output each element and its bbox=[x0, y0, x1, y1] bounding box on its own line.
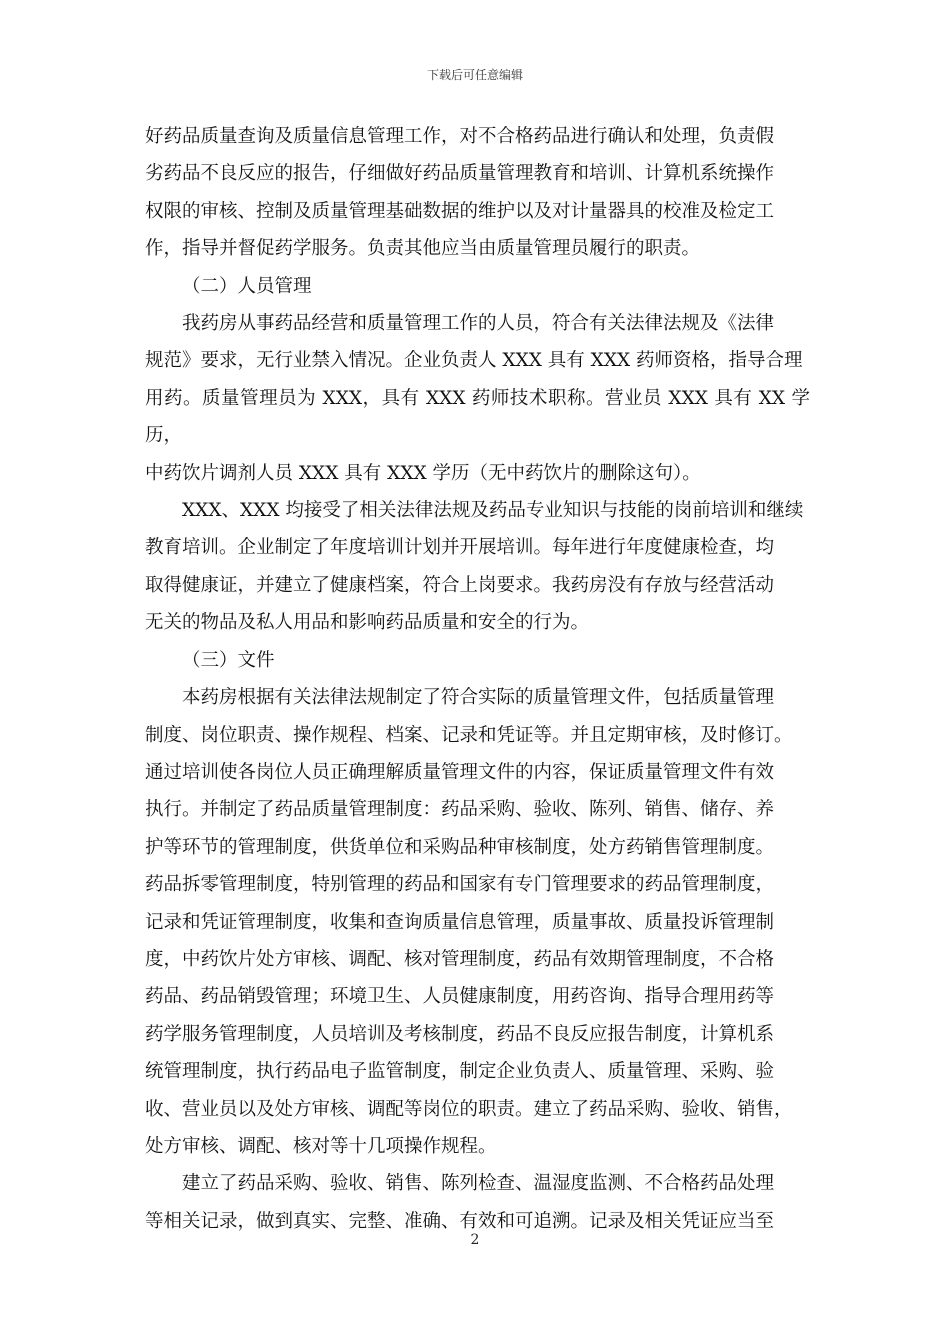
paragraph bbox=[145, 268, 810, 305]
text-line: 药品、药品销毁管理；环境卫生、人员健康制度，用药咨询、指导合理用药等 bbox=[145, 986, 775, 1008]
text-line: （三）文件 bbox=[182, 649, 275, 671]
paragraph bbox=[145, 118, 810, 268]
page-header: 下载后可任意编辑 bbox=[426, 68, 523, 82]
text-line: 护等环节的管理制度，供货单位和采购品种审核制度，处方药销售管理制度。 bbox=[145, 836, 775, 858]
text-line: 规范》要求，无行业禁入情况。企业负责人 XXX 具有 XXX 药师资格，指导合理 bbox=[145, 350, 803, 372]
text-line: 我药房从事药品经营和质量管理工作的人员，符合有关法律法规及《法律 bbox=[182, 313, 775, 335]
paragraph bbox=[145, 305, 810, 492]
text-line: 等相关记录，做到真实、完整、准确、有效和可追溯。记录及相关凭证应当至 bbox=[145, 1210, 775, 1232]
text-line: 好药品质量查询及质量信息管理工作，对不合格药品进行确认和处理，负责假 bbox=[145, 126, 775, 147]
text-line: 劣药品不良反应的报告，仔细做好药品质量管理教育和培训、计算机系统操作 bbox=[145, 163, 775, 185]
text-line: 执行。并制定了药品质量管理制度：药品采购、验收、陈列、销售、储存、养 bbox=[145, 799, 775, 821]
text-line: （二）人员管理 bbox=[182, 275, 312, 297]
paragraph bbox=[145, 1165, 810, 1240]
page-number: 2 bbox=[470, 1232, 480, 1248]
text-line: 度，中药饮片处方审核、调配、核对管理制度，药品有效期管理制度，不合格 bbox=[145, 948, 775, 970]
text-line: 权限的审核、控制及质量管理基础数据的维护以及对计量器具的校准及检定工 bbox=[145, 200, 775, 222]
text-line: 教育培训。企业制定了年度培训计划并开展培训。每年进行年度健康检查，均 bbox=[145, 537, 775, 559]
text-line: XXX、XXX 均接受了相关法律法规及药品专业知识与技能的岗前培训和继续 bbox=[182, 500, 804, 522]
text-line: 药学服务管理制度，人员培训及考核制度，药品不良反应报告制度，计算机系 bbox=[145, 1023, 775, 1045]
text-line: 中药饮片调剂人员 XXX 具有 XXX 学历（无中药饮片的删除这句）。 bbox=[145, 462, 701, 484]
text-line: 制度、岗位职责、操作规程、档案、记录和凭证等。并且定期审核，及时修订。 bbox=[145, 724, 793, 746]
text-line: 收、营业员以及处方审核、调配等岗位的职责。建立了药品采购、验收、销售， bbox=[145, 1098, 793, 1120]
paragraph bbox=[145, 492, 810, 642]
text-line: 作，指导并督促药学服务。负责其他应当由质量管理员履行的职责。 bbox=[145, 238, 701, 260]
text-line: 用药。质量管理员为 XXX，具有 XXX 药师技术职称。营业员 XXX 具有 XX 学历， bbox=[145, 387, 810, 447]
paragraph bbox=[145, 642, 810, 679]
document-body bbox=[145, 118, 810, 1240]
text-line: 无关的物品及私人用品和影响药品质量和安全的行为。 bbox=[145, 612, 590, 634]
text-line: 建立了药品采购、验收、销售、陈列检查、温湿度监测、不合格药品处理 bbox=[182, 1173, 775, 1195]
text-line: 通过培训使各岗位人员正确理解质量管理文件的内容，保证质量管理文件有效 bbox=[145, 761, 775, 783]
paragraph bbox=[145, 679, 810, 1165]
text-line: 本药房根据有关法律法规制定了符合实际的质量管理文件，包括质量管理 bbox=[182, 687, 775, 709]
text-line: 统管理制度，执行药品电子监管制度，制定企业负责人、质量管理、采购、验 bbox=[145, 1061, 775, 1083]
text-line: 处方审核、调配、核对等十几项操作规程。 bbox=[145, 1135, 497, 1157]
text-line: 药品拆零管理制度，特别管理的药品和国家有专门管理要求的药品管理制度， bbox=[145, 874, 775, 896]
text-line: 取得健康证，并建立了健康档案，符合上岗要求。我药房没有存放与经营活动 bbox=[145, 574, 775, 596]
text-line: 记录和凭证管理制度，收集和查询质量信息管理，质量事故、质量投诉管理制 bbox=[145, 911, 775, 933]
